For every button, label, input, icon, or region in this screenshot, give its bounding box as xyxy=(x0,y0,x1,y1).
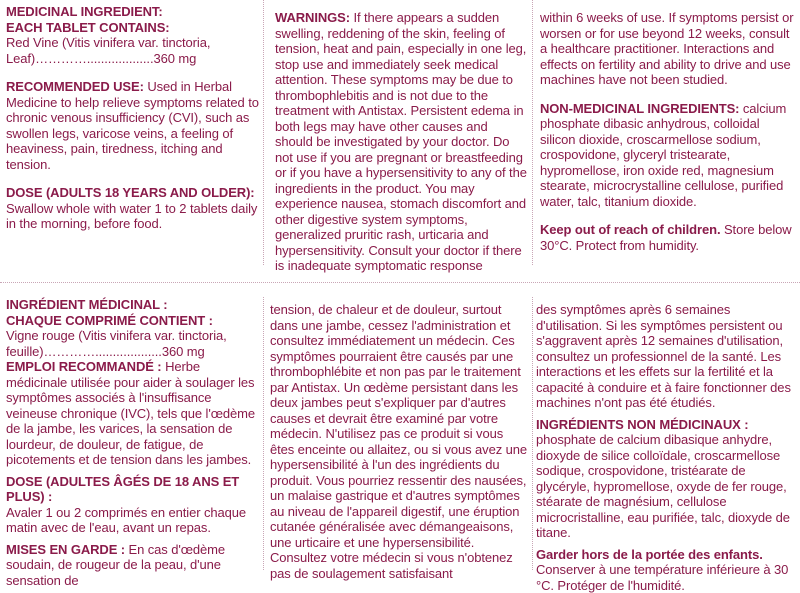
warnings-section-fr xyxy=(6,542,261,589)
english-column-2 xyxy=(275,10,527,274)
ingredient-line: Red Vine (Vitis vinifera var. tinctoria, xyxy=(6,35,211,50)
french-column-1 xyxy=(6,297,261,588)
language-divider xyxy=(0,282,800,283)
recommended-use-text: Used in Herbal Medicine to help relieve symptoms related to chronic venous insufficiency (CVI), such as swollen legs, varicose veins, a feeling of heaviness, pain, tiredness, itching and tension. xyxy=(6,79,259,172)
dose-heading: DOSE (ADULTS 18 YEARS AND OLDER): xyxy=(6,185,255,200)
ingredient-amount-line-fr: feuille)…………...................360 mg xyxy=(6,343,205,359)
dose-text: Swallow whole with water 1 to 2 tablets daily in the morning, before food. xyxy=(6,200,258,231)
medicinal-ingredient-heading: MEDICINAL INGREDIENT: xyxy=(6,4,163,19)
french-column-3 xyxy=(536,302,796,593)
warnings-section xyxy=(275,10,527,274)
english-column-3 xyxy=(540,10,796,253)
recommended-use-section-fr xyxy=(6,359,261,468)
recommended-use-section xyxy=(6,79,261,172)
each-tablet-heading-fr: CHAQUE COMPRIMÉ CONTIENT : xyxy=(6,312,213,328)
french-column-2 xyxy=(270,302,528,581)
ingredient-line-fr: Vigne rouge (Vitis vinifera var. tinctoria, xyxy=(6,328,227,343)
warnings-continued-fr-2: des symptômes après 6 semaines d'utilisation. Si les symptômes persistent ou s'aggravent après 12 semaines d'utilisation, consultez un professionnel de la santé. Les interactions et les effets sur la fertilité et la capacité à conduire et à faire fonctionner des machines n'ont pas été étudiés. xyxy=(536,302,791,410)
warnings-text: If there appears a sudden swelling, reddening of the skin, feeling of tension, heat and pain, especially in one leg, stop use and immediately seek medical attention. These symptoms may be due to thrombophlebitis and is not due to the treatment with Antistax. Persistent edema in both legs may have other causes and should be investigated by your doctor. Do not use if you are pregnant or breastfeeding or if you have a hypersensitivity to any of the ingredients in the product. You may experience nausea, stomach discomfort and other digestive system symptoms, generalized pruritic rash, urticaria and hypersensitivity. Consult your doctor if there is inadequate symptomatic response xyxy=(275,10,527,273)
storage-text-fr: Conserver à une température inférieure à 30 °C. Protéger de l'humidité. xyxy=(536,562,789,593)
recommended-use-heading: RECOMMENDED USE: xyxy=(6,79,144,94)
warnings-text-fr: En cas d'œdème soudain, de rougeur de la peau, d'une sensation de xyxy=(6,541,226,588)
keep-out-of-reach-heading: Keep out of reach of children. xyxy=(540,222,721,237)
english-column-1 xyxy=(6,4,261,232)
column-divider xyxy=(263,0,264,265)
warnings-continued-fr: tension, de chaleur et de douleur, surtout dans une jambe, cessez l'administration et consultez immédiatement un médecin. Ces symptômes pourraient être causés par une thrombophlébite et non pas par le traitement par Antistax. Un œdème persistant dans les deux jambes peut s'expliquer par d'autres causes et devrait être examiné par votre médecin. N'utilisez pas ce produit si vous êtes enceinte ou allaitez, ou si vous avez une hypersensibilité à l'un des ingrédients du produit. Vous pourriez ressentir des nausées, un malaise gastrique et d'autres symptômes au niveau de l'appareil digestif, une éruption cutanée généralisée avec démangeaisons, une urticaire et une hypersensibilité. Consultez votre médecin si vous n'obtenez pas de soulagement satisfaisant xyxy=(270,302,528,581)
ingredient-amount-line: Leaf)…………...................360 mg xyxy=(6,50,197,66)
column-divider xyxy=(532,297,533,570)
warnings-heading: WARNINGS: xyxy=(275,10,350,25)
warnings-continued: within 6 weeks of use. If symptoms persist or worsen or for use beyond 12 weeks, consult a healthcare practitioner. Interactions and effects on fertility and ability to drive and use machines have not been studied. xyxy=(540,10,794,87)
storage-section xyxy=(540,222,796,253)
column-divider xyxy=(263,297,264,570)
non-medicinal-text-fr: phosphate de calcium dibasique anhydre, dioxyde de silice colloïdale, croscarmellose sodique, crospovidone, tristéarate de glycéryle, hypromellose, oxyde de fer rouge, stéarate de magnésium, cellulose microcristalline, eau purifiée, talc, dioxyde de titane. xyxy=(536,432,790,540)
medicinal-ingredient-heading-fr: INGRÉDIENT MÉDICINAL : xyxy=(6,297,168,312)
recommended-use-heading-fr: EMPLOI RECOMMANDÉ : xyxy=(6,359,162,374)
non-medicinal-heading: NON-MEDICINAL INGREDIENTS: xyxy=(540,100,740,116)
each-tablet-heading: EACH TABLET CONTAINS: xyxy=(6,19,170,35)
storage-text: Store below 30°C. Protect from humidity. xyxy=(540,222,792,253)
dose-heading-fr: DOSE (ADULTES ÂGÉS DE 18 ANS ET PLUS) : xyxy=(6,473,240,504)
column-divider xyxy=(532,0,533,265)
recommended-use-text-fr: Herbe médicinale utilisée pour aider à soulager les symptômes associés à l'insuffisance veineuse chronique (IVC), tels que l'œdème de la jambe, les varices, la sensation de lourdeur, de douleur, de fatigue, de picotements et de tension dans les jambes. xyxy=(6,359,256,467)
warnings-heading-fr: MISES EN GARDE : xyxy=(6,541,126,557)
non-medicinal-heading-fr: INGRÉDIENTS NON MÉDICINAUX : xyxy=(536,416,749,432)
dose-text-fr: Avaler 1 ou 2 comprimés en entier chaque matin avec de l'eau, avant un repas. xyxy=(6,504,247,535)
non-medicinal-text: calcium phosphate dibasic anhydrous, colloidal silicon dioxide, croscarmellose sodium, crospovidone, glyceryl tristearate, hypromellose, iron oxide red, magnesium stearate, microcrystalline cellulose, purified water, talc, titanium dioxide. xyxy=(540,100,787,209)
non-medicinal-section xyxy=(540,101,796,210)
non-medicinal-section-fr xyxy=(536,417,796,541)
keep-out-of-reach-heading-fr: Garder hors de la portée des enfants. xyxy=(536,546,763,562)
